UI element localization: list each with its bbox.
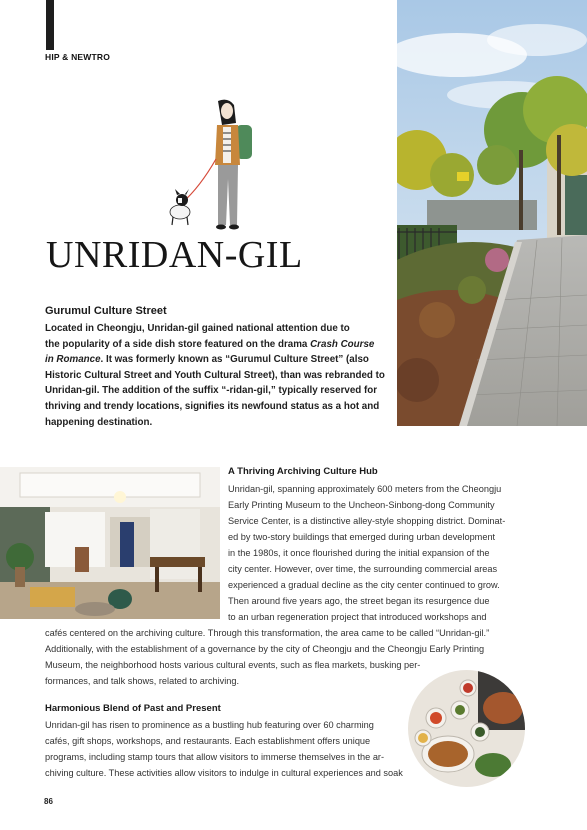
blend-paragraph: Unridan-gil has risen to prominence as a bustling hub featuring over 60 charming cafés, gift shops, workshops, and restaurants. Each establishment offers unique programs, including stamp tours that allow visitors to immerse themselves in the ar- chiving culture. These activities allow visitors to indulge in cultural experiences and soak: [45, 720, 403, 778]
korean-side-dishes-photo: [408, 670, 525, 787]
intro-heading: Gurumul Culture Street: [45, 305, 167, 317]
top-accent-bar: [46, 0, 54, 50]
main-title: UNRIDAN-GIL: [46, 234, 303, 276]
woman-with-dog-illustration: [160, 97, 260, 232]
page-number: 86: [44, 797, 53, 806]
hub-paragraph-continued: cafés centered on the archiving culture. Through this transformation, the area came to be called “Unridan-gil.” Additionally, with the establishment of a governance by the city of Cheongju and the Cheongju Early Printing Museum, the neighborhood hosts various cultural events, such as flea markets, busking per- formances, and talk shows, related to archiving.: [45, 628, 490, 686]
cafe-interior-photo: [0, 467, 220, 619]
hub-heading: A Thriving Archiving Culture Hub: [228, 466, 378, 477]
blend-heading: Harmonious Blend of Past and Present: [45, 703, 221, 714]
intro-paragraph: Located in Cheongju, Unridan-gil gained national attention due to the popularity of a side dish store featured on the drama Crash Course in Romance. It was formerly known as “Gurumul Culture Street” (also Historic Cultural Street and Youth Cultural Street), than was rebranded to Unridan-gil. The addition of the suffix “-ridan-gil,” typically reserved for thriving and trendy locations, signifies its newfound status as a hot and happening destination.: [45, 323, 385, 428]
section-tag: HIP & NEWTRO: [45, 52, 111, 62]
street-photo: [397, 0, 587, 426]
hub-paragraph-column: Unridan-gil, spanning approximately 600 meters from the Cheongju Early Printing Museum to the Uncheon-Sinbong-dong Community Service Center, is a distinctive alley-style shopping district. Dominat- ed by two-story buildings that emerged during urban development in the 1980s, it once flourished during the initial expansion of the city center. However, over time, the surrounding commercial areas experienced a gradual decline as the city center continued to grow. Then around five years ago, the street began its resurgence due to an urban regeneration project that introduced workshops and: [228, 484, 506, 622]
